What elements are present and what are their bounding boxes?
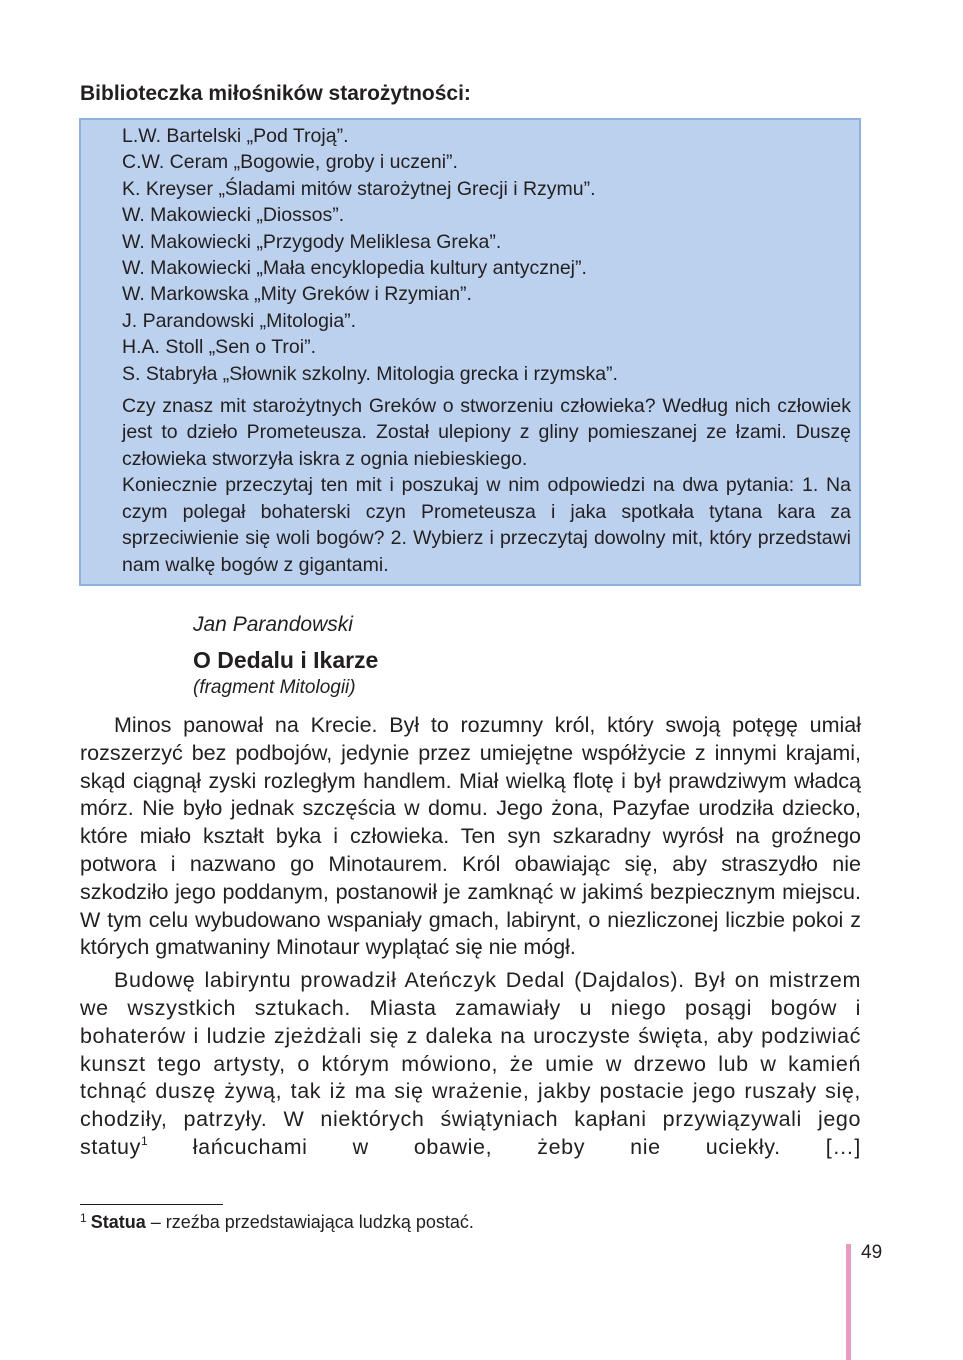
book-list [122,123,851,387]
reading-paragraph [80,967,861,1162]
section-heading: Biblioteczka miłośników starożytności: [80,82,471,105]
footnote-divider [80,1204,223,1205]
book-list-item: C.W. Ceram „Bogowie, groby i uczeni”. [122,151,458,174]
reading-paragraph-text: Budowę labiryntu prowadził Ateńczyk Dedal (Dajdalos). Był on mistrzem we wszystkich sztukach. Miasta zamawiały u niego posągi bogów i bohaterów i ludzie zjeżdżali się z daleka na uroczyste święta, aby podziwiać kunszt tego artysty, o którym mówiono, że umie w drzewo lub w kamień tchnąć duszę żywą, tak iż ma się wrażenie, jakby postacie jego ruszały się, chodziły, patrzyły. W niektórych świątyniach kapłani przywiązywali jego statuy [80,968,861,1159]
footnote-reference: 1 [140,1133,148,1148]
reading-paragraph: Minos panował na Krecie. Był to rozumny król, który swoją potęgę umiał rozszerzyć bez podbojów, jedynie przez umiejętne współżycie z innymi krajami, skąd ciągnął zyski rozległym handlem. Miał wielką flotę i był prawdziwym władcą mórz. Nie było jednak szczęścia w domu. Jego żona, Pazyfae urodziła dziecko, które miało kształt byka i człowieka. Ten syn szkaradny wyrósł na groźnego potwora i nazwano go Minotaurem. Król obawiając się, aby straszydło nie szkodziło jego poddanym, postanowił je zamknąć w jakimś bezpiecznym miejscu. W tym celu wybudowano wspaniały gmach, labirynt, o niezliczonej liczbie pokoi z których gmatwaniny Minotaur wyplątać się nie mógł. [80,713,861,960]
reading-text [80,712,861,1167]
footnote-number: 1 [80,1211,87,1225]
book-list-item: K. Kreyser „Śladami mitów starożytnej Grecji i Rzymu”. [122,177,596,200]
book-list-item: H.A. Stoll „Sen o Troi”. [122,336,316,359]
task-intro-paragraph: Czy znasz mit starożytnych Greków o stworzeniu człowieka? Według nich człowiek jest to dzieło Prometeusza. Został ulepiony z gliny pomieszanej ze łzami. Duszę człowieka stworzyła iskra z ognia niebieskiego. [122,395,851,470]
book-list-item: W. Makowiecki „Przygody Meliklesa Greka”. [122,230,502,253]
reading-subtitle: (fragment Mitologii) [193,677,356,698]
footnote-term: Statua [90,1212,146,1232]
reading-list-box [79,118,861,586]
book-list-item: W. Markowska „Mity Greków i Rzymian”. [122,283,472,306]
task-questions-paragraph: Koniecznie przeczytaj ten mit i poszukaj w nim odpowiedzi na dwa pytania: 1. Na czym polegał bohaterski czyn Prometeusza i jaka spotkała tytana kara za sprzeciwienie się woli bogów? 2. Wybierz i przeczytaj dowolny mit, który przedstawi nam walkę bogów z gigantami. [122,474,851,576]
book-list-item: S. Stabryła „Słownik szkolny. Mitologia grecka i rzymska”. [122,362,618,385]
footnote [80,1211,474,1233]
book-list-item: L.W. Bartelski „Pod Troją”. [122,125,349,147]
book-list-item: J. Parandowski „Mitologia”. [122,309,357,332]
reading-author: Jan Parandowski [193,613,353,636]
reading-title: O Dedalu i Ikarze [193,647,379,673]
page-number: 49 [861,1242,883,1263]
page-edge-marker [846,1244,851,1360]
book-list-item: W. Makowiecki „Mała encyklopedia kultury antycznej”. [122,257,587,280]
prometheus-task [122,393,851,578]
reading-paragraph-text: łańcuchami w obawie, żeby nie uciekły. […] [147,1134,861,1159]
book-list-item: W. Makowiecki „Diossos”. [122,204,345,227]
footnote-definition: – rzeźba przedstawiająca ludzką postać. [145,1212,474,1232]
